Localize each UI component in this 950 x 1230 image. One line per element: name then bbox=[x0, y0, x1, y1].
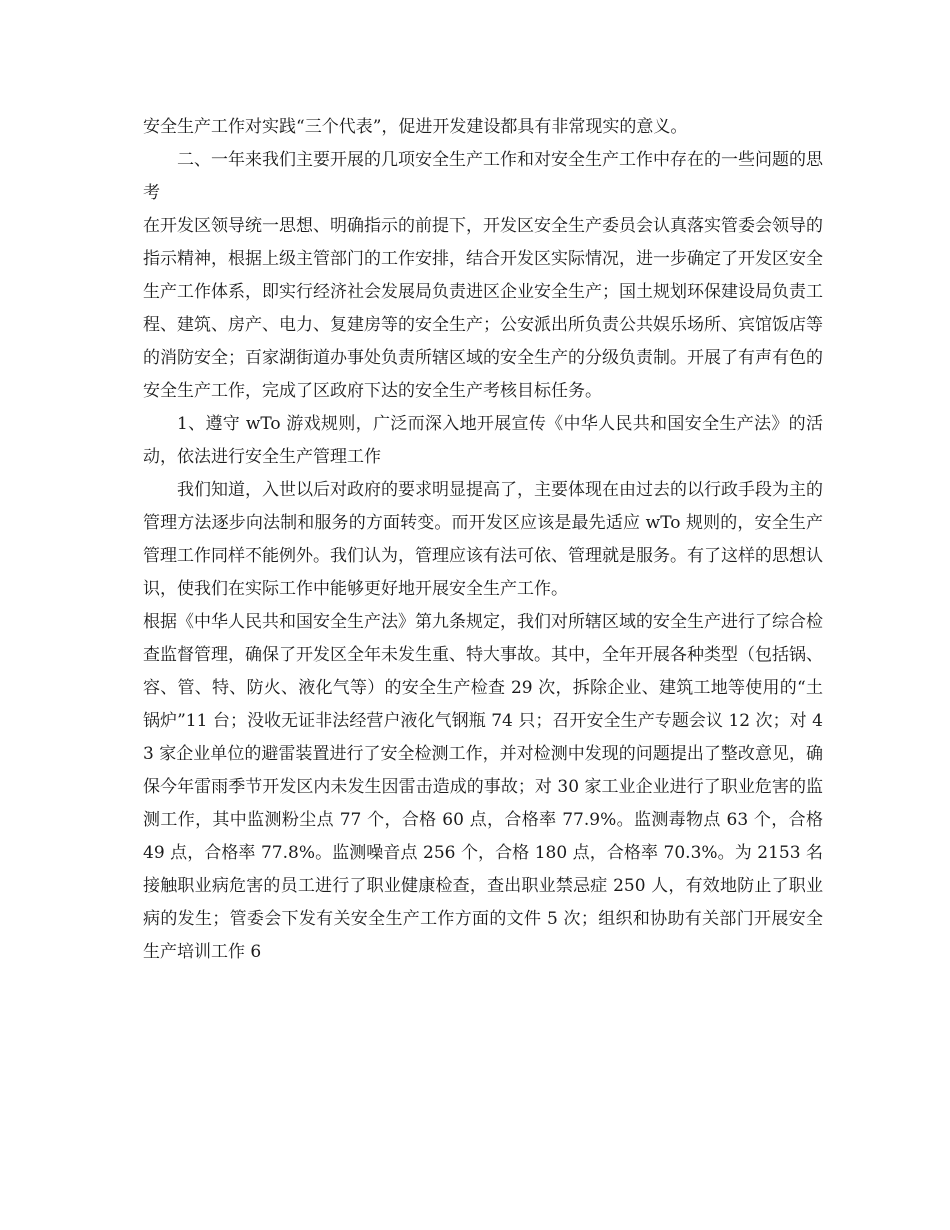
section-heading: 二、一年来我们主要开展的几项安全生产工作和对安全生产工作中存在的一些问题的思考 bbox=[143, 150, 823, 203]
paragraph: 我们知道，入世以后对政府的要求明显提高了，主要体现在由过去的以行政手段为主的管理方法逐步向法制和服务的方面转变。而开发区应该是最先适应 wTo 规则的，安全生产管理工作同样不能例外。我们认为，管理应该有法可依、管理就是服务。有了这样的思想认识，使我们在实际工作中能够更好地开展安全生产工作。 bbox=[143, 480, 823, 599]
paragraph: 在开发区领导统一思想、明确指示的前提下，开发区安全生产委员会认真落实管委会领导的指示精神，根据上级主管部门的工作安排，结合开发区实际情况，进一步确定了开发区安全生产工作体系，即实行经济社会发展局负责进区企业安全生产；国土规划环保建设局负责工程、建筑、房产、电力、复建房等的安全生产；公安派出所负责公共娱乐场所、宾馆饭店等的消防安全；百家湖街道办事处负责所辖区域的安全生产的分级负责制。开展了有声有色的安全生产工作，完成了区政府下达的安全生产考核目标任务。 bbox=[143, 216, 823, 401]
paragraph: 安全生产工作对实践“三个代表”，促进开发建设都具有非常现实的意义。 bbox=[143, 117, 688, 137]
document-body bbox=[143, 111, 823, 969]
paragraph: 根据《中华人民共和国安全生产法》第九条规定，我们对所辖区域的安全生产进行了综合检查监督管理，确保了开发区全年未发生重、特大事故。其中，全年开展各种类型（包括锅、容、管、特、防火、液化气等）的安全生产检查 29 次，拆除企业、建筑工地等使用的“土锅炉”11 台；没收无证非法经营户液化气钢瓶 74 只；召开安全生产专题会议 12 次；对 43 家企业单位的避雷装置进行了安全检测工作，并对检测中发现的问题提出了整改意见，确保今年雷雨季节开发区内未发生因雷击造成的事故；对 30 家工业企业进行了职业危害的监测工作，其中监测粉尘点 77 个，合格 60 点，合格率 77.9%。监测毒物点 63 个，合格 49 点，合格率 77.8%。监测噪音点 256 个，合格 180 点，合格率 70.3%。为 2153 名接触职业病危害的员工进行了职业健康检查，查出职业禁忌症 250 人，有效地防止了职业病的发生；管委会下发有关安全生产工作方面的文件 5 次；组织和协助有关部门开展安全生产培训工作 6 bbox=[143, 612, 823, 962]
subsection-heading: 1、遵守 wTo 游戏规则，广泛而深入地开展宣传《中华人民共和国安全生产法》的活动，依法进行安全生产管理工作 bbox=[143, 414, 823, 467]
